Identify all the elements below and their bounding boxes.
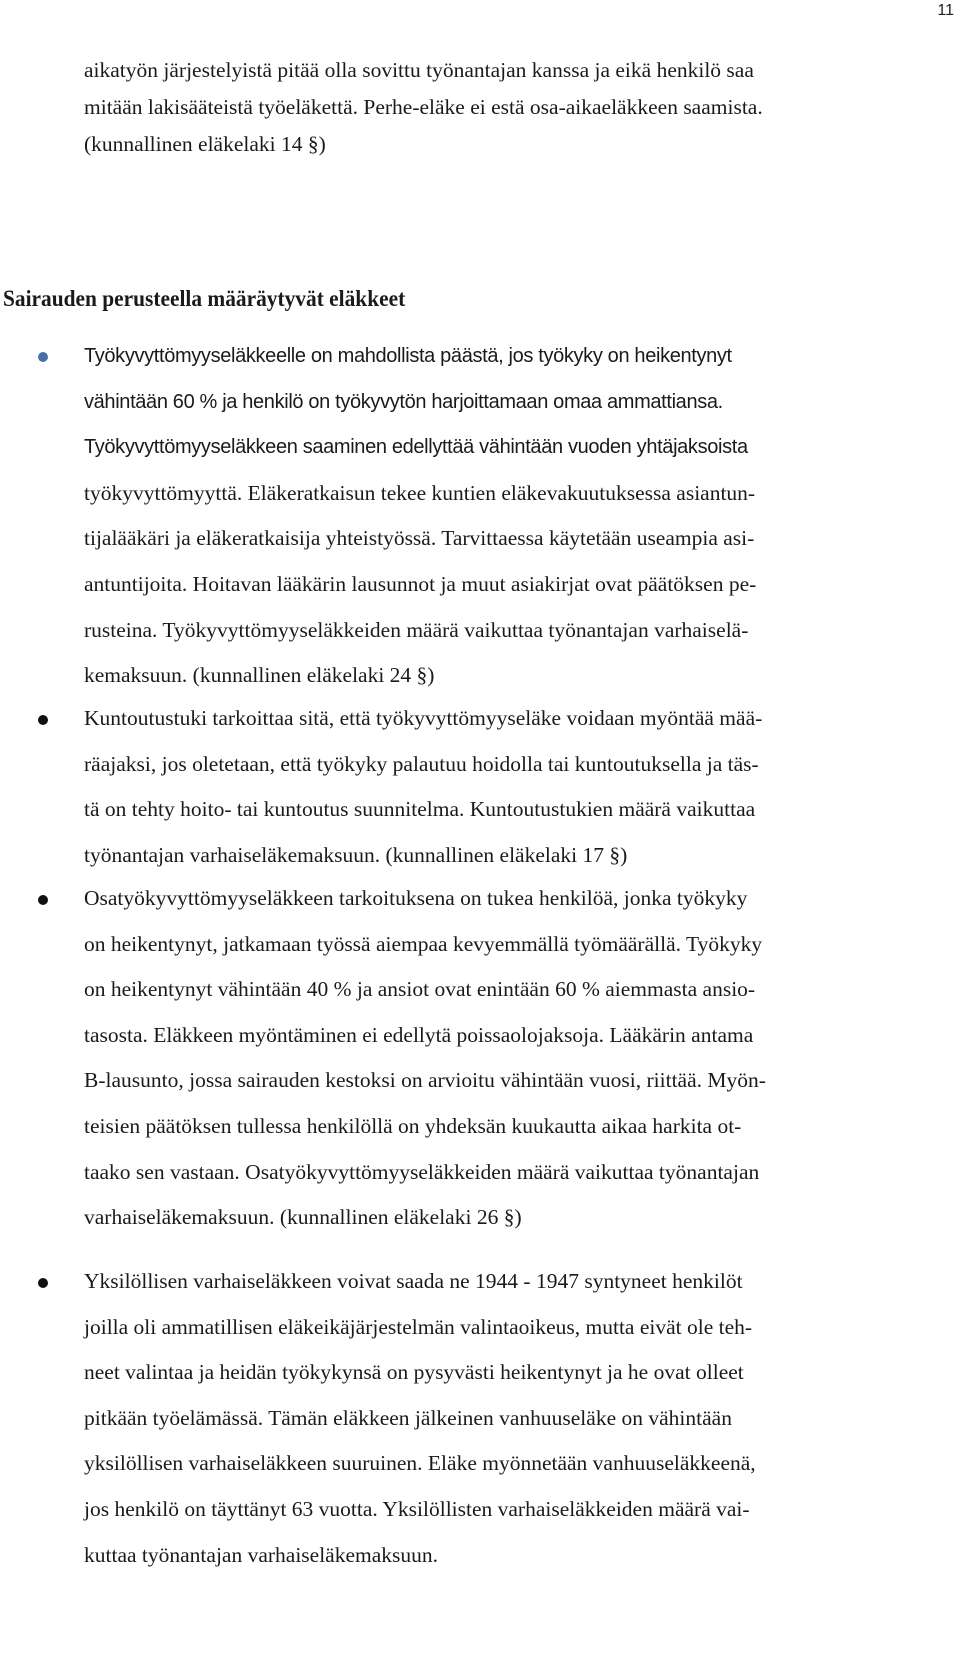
bullet-icon	[38, 1278, 48, 1288]
text-line: räajaksi, jos oletetaan, että työkyky palautuu hoidolla tai kuntoutuksella ja täs-	[84, 751, 759, 776]
text-line: mitään lakisääteistä työeläkettä. Perhe-eläke ei estä osa-aikaeläkkeen saamista.	[84, 95, 763, 119]
intro-paragraph	[84, 52, 926, 163]
bullet-icon	[38, 895, 48, 905]
text-line: teisien päätöksen tullessa henkilöllä on yhdeksän kuukautta aikaa harkita ot-	[84, 1113, 742, 1138]
text-line: antuntijoita. Hoitavan lääkärin lausunnot ja muut asiakirjat ovat päätöksen pe-	[84, 571, 757, 596]
list-item	[84, 876, 934, 1241]
text-line: aikatyön järjestelyistä pitää olla sovittu työnantajan kanssa ja eikä henkilö saa	[84, 58, 754, 82]
text-line: kuttaa työnantajan varhaiseläkemaksuun.	[84, 1542, 439, 1567]
text-line: jos henkilö on täyttänyt 63 vuotta. Yksilöllisten varhaiseläkkeiden määrä vai-	[84, 1496, 750, 1521]
page-number: 11	[937, 2, 954, 19]
text-line: Kuntoutustuki tarkoittaa sitä, että työkyvyttömyyseläke voidaan myöntää mää-	[84, 706, 763, 730]
list-item	[84, 1259, 934, 1578]
text-line: on heikentynyt vähintään 40 % ja ansiot ovat enintään 60 % aiemmasta ansio-	[84, 977, 756, 1002]
text-line: B-lausunto, jossa sairauden kestoksi on arvioitu vähintään vuosi, riittää. Myön-	[84, 1068, 766, 1093]
text-line: Työkyvyttömyyseläkkeelle on mahdollista päästä, jos työkyky on heikentynyt	[84, 345, 732, 367]
bullet-icon	[38, 352, 48, 362]
text-line: on heikentynyt, jatkamaan työssä aiempaa kevyemmällä työmäärällä. Työkyky	[84, 931, 763, 956]
text-line: rusteina. Työkyvyttömyyseläkkeiden määrä vaikuttaa työnantajan varhaiselä-	[84, 617, 749, 642]
text-line: neet valintaa ja heidän työkykynsä on pysyvästi heikentynyt ja he ovat olleet	[84, 1360, 744, 1385]
section-heading: Sairauden perusteella määräytyvät eläkkeet	[3, 286, 406, 311]
text-line: Työkyvyttömyyseläkkeen saaminen edellyttää vähintään vuoden yhtäjaksoista	[84, 436, 748, 459]
text-line: varhaiseläkemaksuun. (kunnallinen eläkelaki 26 §)	[84, 1205, 522, 1230]
text-line: tasosta. Eläkkeen myöntäminen ei edellytä poissaolojaksoja. Lääkärin antama	[84, 1022, 754, 1047]
text-line: vähintään 60 % ja henkilö on työkyvytön harjoittamaan omaa ammattiansa.	[84, 390, 723, 413]
text-line: työkyvyttömyyttä. Eläkeratkaisun tekee kuntien eläkevakuutuksessa asiantun-	[84, 480, 756, 505]
text-line: Osatyökyvyttömyyseläkkeen tarkoituksena on tukea henkilöä, jonka työkyky	[84, 886, 748, 910]
bullet-icon	[38, 715, 48, 725]
list-item	[84, 696, 934, 878]
text-line: (kunnallinen eläkelaki 14 §)	[84, 132, 326, 156]
list-item	[84, 334, 934, 699]
text-line: kemaksuun. (kunnallinen eläkelaki 24 §)	[84, 663, 435, 688]
text-line: työnantajan varhaiseläkemaksuun. (kunnallinen eläkelaki 17 §)	[84, 842, 628, 867]
text-line: taako sen vastaan. Osatyökyvyttömyyseläkkeiden määrä vaikuttaa työnantajan	[84, 1159, 760, 1184]
text-line: tijalääkäri ja eläkeratkaisija yhteistyössä. Tarvittaessa käytetään useampia asi-	[84, 526, 755, 551]
text-line: pitkään työelämässä. Tämän eläkkeen jälkeinen vanhuuseläke on vähintään	[84, 1405, 732, 1430]
text-line: joilla oli ammatillisen eläkeikäjärjestelmän valintaoikeus, mutta eivät ole teh-	[84, 1314, 753, 1339]
text-line: tä on tehty hoito- tai kuntoutus suunnitelma. Kuntoutustukien määrä vaikuttaa	[84, 797, 756, 822]
text-line: yksilöllisen varhaiseläkkeen suuruinen. Eläke myönnetään vanhuuseläkkeenä,	[84, 1451, 756, 1476]
text-line: Yksilöllisen varhaiseläkkeen voivat saada ne 1944 - 1947 syntyneet henkilöt	[84, 1269, 743, 1293]
